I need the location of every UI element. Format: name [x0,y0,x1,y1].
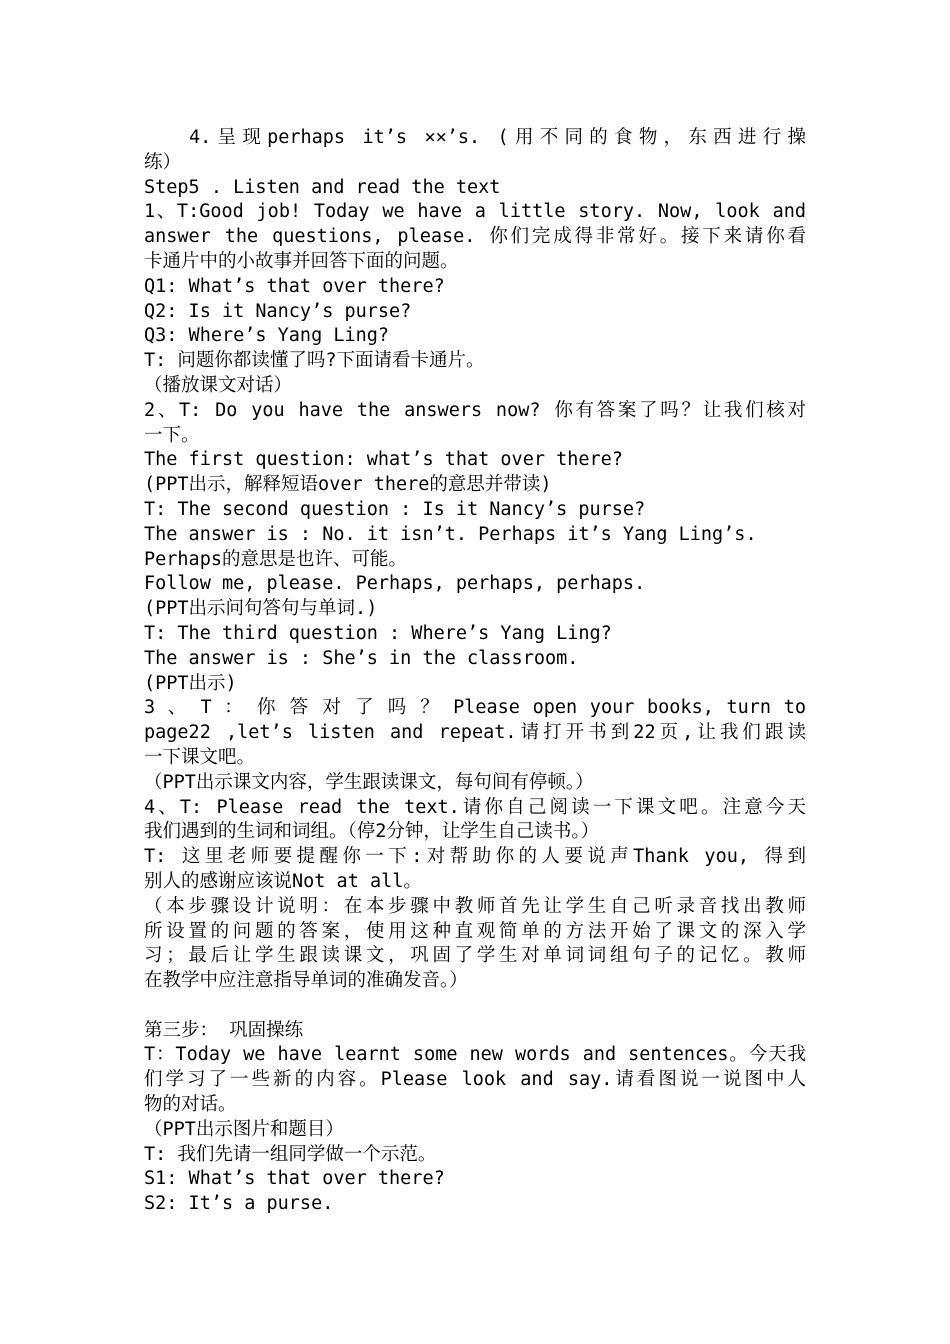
question-line: Q2: Is it Nancy’s purse? [144,300,412,322]
text-line: 别人的感谢应该说Not at all。 [144,870,422,892]
design-note-line: 习；最后让学生跟读课文，巩固了学生对单词词组句子的记忆。教师 [144,945,806,967]
text-line: 4.呈现perhaps it’s ××’s. (用不同的食物，东西进行操 [189,127,806,148]
text-line: （PPT出示课文内容，学生跟读课文，每句间有停顿。） [144,771,594,793]
text-line: T: 问题你都读懂了吗?下面请看卡通片。 [144,350,485,372]
text-line: 练） [144,151,182,173]
step-heading: Step5 . Listen and read the text [144,176,501,198]
text-line: The answer is : She’s in the classroom. [144,647,579,669]
text-line: (PPT出示，解释短语over there的意思并带读) [144,474,552,496]
text-line: T: 我们先请一组同学做一个示范。 [144,1143,437,1165]
text-line: 一下课文吧。 [144,746,256,768]
design-note-line: 所设置的问题的答案，使用这种直观简单的方法开始了课文的深入学 [144,920,806,942]
text-line: answer the questions, please. 你们完成得非常好。接下来请你看 [144,226,806,248]
document-body [144,126,806,1217]
dialogue-line: S2: It’s a purse. [144,1193,334,1215]
question-line: Q1: What’s that over there? [144,275,445,297]
section-heading: 第三步： 巩固操练 [144,1019,304,1041]
text-line: Perhaps的意思是也许、可能。 [144,548,407,570]
text-line: 物的对话。 [144,1094,237,1116]
text-line: 卡通片中的小故事并回答下面的问题。 [144,250,459,272]
text-line: Follow me, please. Perhaps, perhaps, perhaps. [144,573,646,595]
text-line: 们学习了一些新的内容。Please look and say.请看图说一说图中人 [144,1069,806,1091]
text-line: (PPT出示问句答句与单词.) [144,598,378,620]
text-line: 我们遇到的生词和词组。（停2分钟，让学生自己读书。） [144,821,600,843]
text-line: page22 ,let’s listen and repeat.请打开书到22页,让我们跟读 [144,722,806,744]
text-line: T: 这里老师要提醒你一下:对帮助你的人要说声Thank you, 得到 [144,846,806,868]
text-line: 1、T:Good job! Today we have a little story. Now, look and [144,201,806,223]
dialogue-line: S1: What’s that over there? [144,1168,445,1190]
question-line: Q3: Where’s Yang Ling? [144,325,390,347]
text-line: 2、T: Do you have the answers now? 你有答案了吗？让我们核对 [144,399,806,421]
text-line: The first question: what’s that over there? [144,449,623,471]
text-line: (PPT出示) [144,672,237,694]
text-line: 4、T: Please read the text.请你自己阅读一下课文吧。注意今天 [144,796,806,818]
text-line: The answer is : No. it isn’t. Perhaps it’s Yang Ling’s. [144,523,757,545]
design-note-line: （本步骤设计说明：在本步骤中教师首先让学生自己听录音找出教师 [144,895,806,917]
text-line: T: The second question : Is it Nancy’s purse? [144,498,646,520]
blank-line [144,994,806,1019]
text-line: T: The third question : Where’s Yang Ling? [144,622,612,644]
text-line: 3 、 T ： 你 答 对 了 吗 ？ Please open your books, turn to [144,697,806,719]
design-note-line: 在教学中应注意指导单词的准确发音。） [144,970,468,992]
text-line: T：Today we have learnt some new words and sentences。今天我 [144,1044,806,1066]
text-line: （播放课文对话） [144,374,293,396]
text-line: （PPT出示图片和题目） [144,1118,344,1140]
text-line: 一下。 [144,424,200,446]
